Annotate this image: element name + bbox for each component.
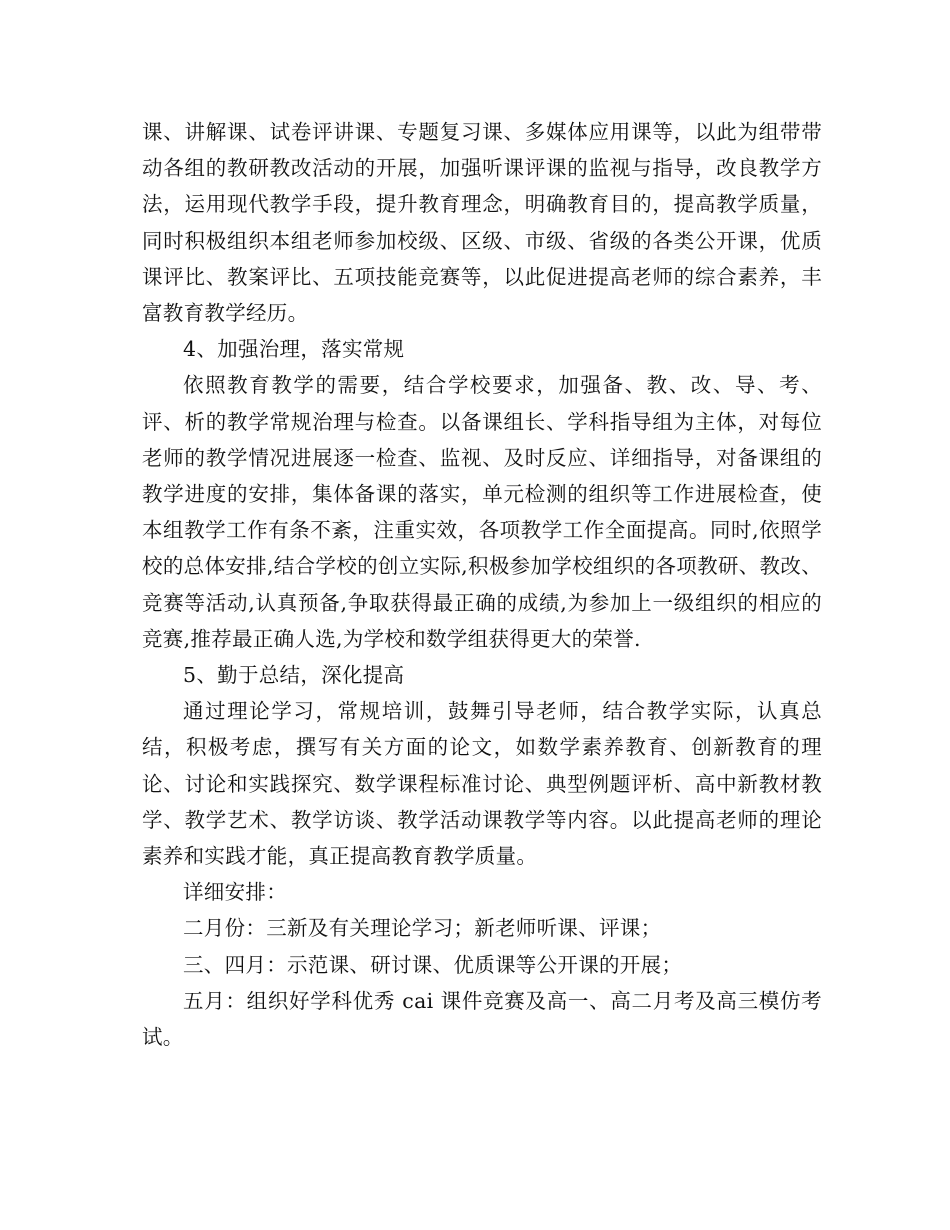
paragraph-routine-management: 依照教育教学的需要，结合学校要求，加强备、教、改、导、考、评、析的教学常规治理与检查。以备课组长、学科指导组为主体，对每位老师的教学情况进展逐一检查、监视、及时反应、详细指导，对备课组的教学进度的安排，集体备课的落实，单元检测的组织等工作进展检查，使本组教学工作有条不紊，注重实效，各项教学工作全面提高。同时,依照学校的总体安排,结合学校的创立实际,积极参加学校组织的各项教研、教改、竞赛等活动,认真预备,争取获得最正确的成绩,为参加上一级组织的相应的竞赛,推荐最正确人选,为学校和数学组获得更大的荣誉. xyxy=(142,373,822,651)
schedule-heading: 详细安排： xyxy=(183,880,287,905)
section-heading-5: 5、勤于总结，深化提高 xyxy=(183,663,405,688)
schedule-february: 二月份：三新及有关理论学习；新老师听课、评课； xyxy=(183,916,662,941)
section-heading-4: 4、加强治理，落实常规 xyxy=(183,337,405,362)
schedule-march-april: 三、四月：示范课、研讨课、优质课等公开课的开展； xyxy=(183,952,683,977)
paragraph-teaching-research: 课、讲解课、试卷评讲课、专题复习课、多媒体应用课等，以此为组带带动各组的教研教改活动的开展，加强听课评课的监视与指导，改良教学方法，运用现代教学手段，提升教育理念，明确教育目的，提高教学质量，同时积极组织本组老师参加校级、区级、市级、省级的各类公开课，优质课评比、教案评比、五项技能竞赛等，以此促进提高老师的综合素养，丰富教育教学经历。 xyxy=(142,120,822,326)
document-body xyxy=(142,114,822,1055)
paragraph-summary-improvement: 通过理论学习，常规培训，鼓舞引导老师，结合教学实际，认真总结，积极考虑，撰写有关方面的论文，如数学素养教育、创新教育的理论、讨论和实践探究、数学课程标准讨论、典型例题评析、高中新教材教学、教学艺术、教学访谈、教学活动课教学等内容。以此提高老师的理论素养和实践才能，真正提高教育教学质量。 xyxy=(142,699,822,869)
schedule-may: 五月：组织好学科优秀 cai 课件竞赛及高一、高二月考及高三模仿考试。 xyxy=(142,988,822,1050)
